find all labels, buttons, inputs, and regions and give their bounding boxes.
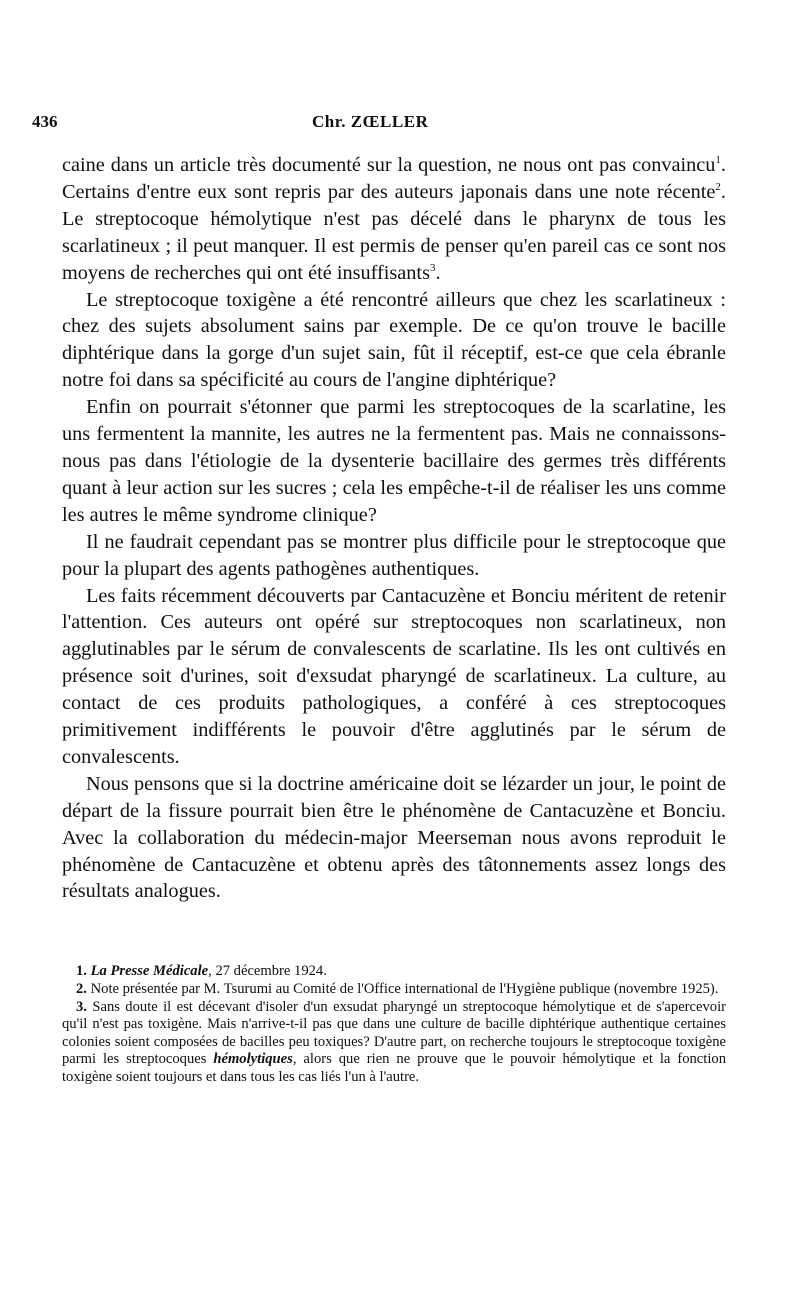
- footnote-number: 1.: [76, 963, 87, 980]
- footnote-number: 2.: [76, 980, 87, 997]
- paragraph: Nous pensons que si la doctrine américaine doit se lézarder un jour, le point de départ de la fissure pourrait bien être le phénomène de Cantacuzène et Bonciu. Avec la collaboration du médecin-major Meerseman nous avons reproduit le phénomène de Cantacuzène et obtenu après des tâtonnements assez longs des résultats analogues.: [62, 772, 726, 903]
- footnote: [62, 963, 726, 981]
- paragraph-text: . Certains d'entre eux sont repris par des auteurs japonais dans une note récente: [62, 154, 726, 203]
- footnotes: [62, 963, 726, 1086]
- footnote-text: , 27 décembre 1924.: [208, 963, 327, 980]
- emphasis: hémolytiques: [213, 1051, 293, 1068]
- running-head-author: Chr. ZŒLLER: [312, 112, 429, 131]
- page-number: 436: [32, 112, 58, 131]
- journal-title: La Presse Médicale: [90, 963, 209, 980]
- footnote-text: Note présentée par M. Tsurumi au Comité de l'Office international de l'Hygiène publique (novembre 1925).: [90, 980, 719, 997]
- paragraph: [62, 152, 726, 287]
- footnote-number: 3.: [76, 998, 87, 1015]
- paragraph: Il ne faudrait cependant pas se montrer plus difficile pour le streptocoque que pour la plupart des agents pathogènes authentiques.: [62, 530, 726, 580]
- body-text: [62, 152, 726, 905]
- footnote-ref: 2: [715, 181, 721, 194]
- paragraph: Les faits récemment découverts par Cantacuzène et Bonciu méritent de retenir l'attention. Ces auteurs ont opéré sur streptocoques non scarlatineux, non agglutinables par le sérum de convalescents de scarlatine. Ils les ont cultivés en présence soit d'urines, soit d'exsudat pharyngé de scarlatineux. La culture, au contact de ces produits pathologiques, a conféré à ces streptocoques primitivement indifférents le pouvoir d'être agglutinés par le sérum de convalescents.: [62, 584, 726, 768]
- paragraph-text: .: [435, 261, 441, 284]
- footnote-text: Sans doute il est décevant d'isoler d'un exsudat pharyngé un streptocoque hémolytique et de s'apercevoir qu'il n'est pas toxigène. Mais n'arrive-t-il pas que dans une culture de bacille diphtérique authentique certaines colonies soient composées de bacilles peu toxiques? D'autre part, on recherche toujours le streptocoque toxigène parmi les streptocoques: [62, 998, 726, 1068]
- paragraph-text: caine dans un article très documenté sur la question, ne nous ont pas convaincu: [62, 154, 716, 176]
- footnote: [62, 981, 726, 999]
- footnote-text: , alors que rien ne prouve que le pouvoir hémolytique et la fonction toxigène soient toujours et dans tous les cas liés l'un à l'autre.: [62, 1051, 726, 1085]
- footnote-ref: 3: [429, 261, 436, 274]
- book-page: [32, 112, 726, 1087]
- paragraph: Enfin on pourrait s'étonner que parmi les streptocoques de la scarlatine, les uns fermentent la mannite, les autres ne la fermentent pas. Mais ne connaissons-nous pas dans l'étiologie de la dysenterie bacillaire des germes très différents quant à leur action sur les sucres ; cela les empêche-t-il de réaliser les uns comme les autres le même syndrome clinique?: [62, 396, 726, 526]
- paragraph: Le streptocoque toxigène a été rencontré ailleurs que chez les scarlatineux : chez des sujets absolument sains par exemple. De ce qu'on trouve le bacille diphtérique dans la gorge d'un sujet sain, fût il réceptif, est-ce que cela ébranle notre foi dans sa spécificité au cours de l'angine diphtérique?: [62, 288, 726, 392]
- running-head: [32, 112, 726, 152]
- footnote-ref: 1: [715, 154, 721, 167]
- footnote: [62, 999, 726, 1087]
- paragraph-text: . Le streptocoque hémolytique n'est pas décelé dans le pharynx de tous les scarlatineux ; il peut manquer. Il est permis de penser qu'en pareil cas ce sont nos moyens de recherches qui ont été insuffisants: [62, 180, 726, 284]
